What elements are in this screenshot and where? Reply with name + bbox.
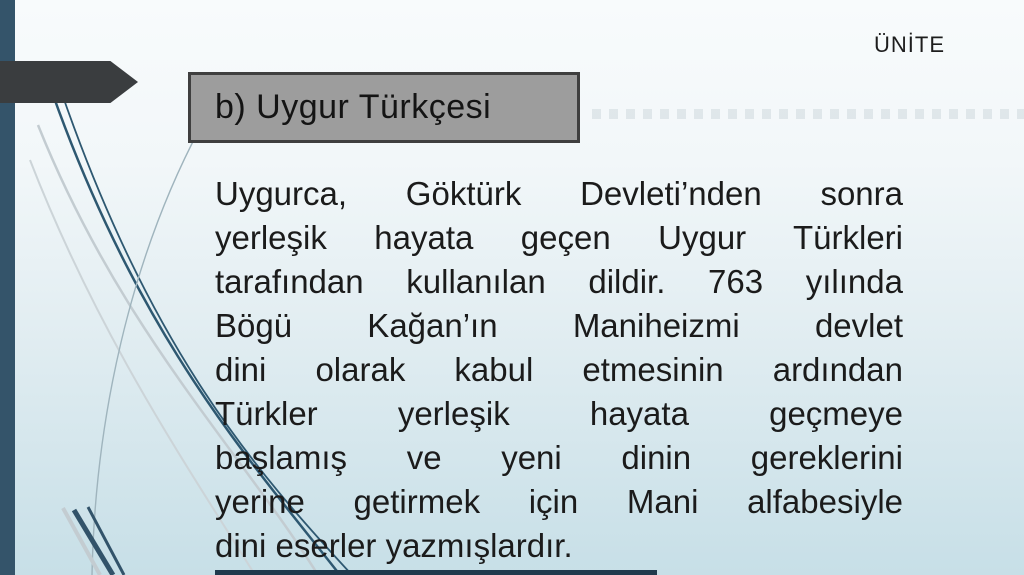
body-line: Türkler yerleşik hayata geçmeye bbox=[215, 395, 903, 432]
slide-title-box bbox=[188, 72, 580, 143]
body-line: Bögü Kağan’ın Maniheizmi devlet bbox=[215, 307, 903, 344]
body-line: başlamış ve yeni dinin gereklerini bbox=[215, 439, 903, 476]
arrow-right-icon bbox=[0, 61, 138, 103]
unit-label: ÜNİTE bbox=[874, 32, 945, 57]
body-line: yerine getirmek için Mani alfabesiyle bbox=[215, 483, 903, 520]
slide-title: b) Uygur Türkçesi bbox=[215, 88, 492, 126]
body-paragraph bbox=[215, 172, 903, 568]
ghost-squares-strip bbox=[592, 109, 1024, 119]
body-line: yerleşik hayata geçen Uygur Türkleri bbox=[215, 219, 903, 256]
bottom-accent-bar bbox=[215, 570, 657, 575]
body-line: dini eserler yazmışlardır. bbox=[215, 527, 573, 564]
body-line: tarafından kullanılan dildir. 763 yılında bbox=[215, 263, 903, 300]
body-line: Uygurca, Göktürk Devleti’nden sonra bbox=[215, 175, 903, 212]
body-line: dini olarak kabul etmesinin ardından bbox=[215, 351, 903, 388]
